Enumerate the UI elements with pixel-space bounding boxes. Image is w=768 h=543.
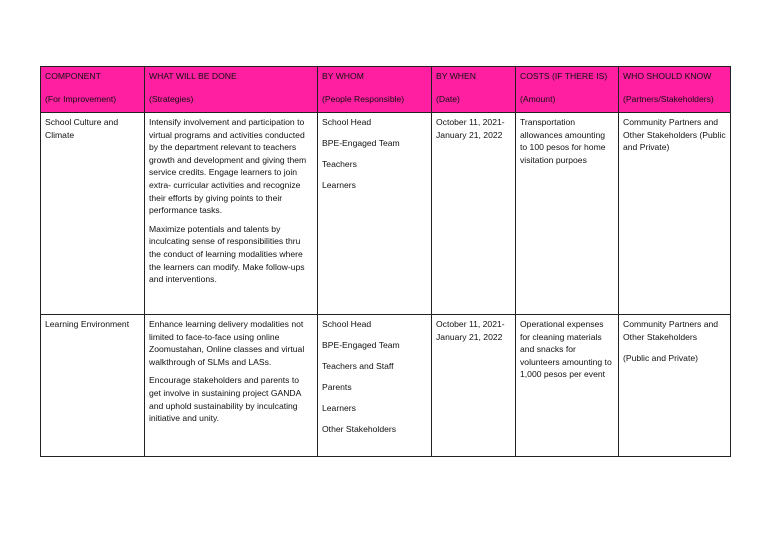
by-whom-cell [318,113,432,315]
by-whom-cell [318,315,432,457]
table-row [41,315,731,457]
header-by-when: BY WHEN (Date) [432,67,516,113]
costs-cell: Transportation allowances amounting to 100 pesos for home visitation purpoes [516,113,619,315]
strategy-paragraph: Maximize potentials and talents by inculcating sense of responsibilities thru the conduct of learning modalities where the learners can modify. Make follow-ups and interventions. [149,223,305,285]
who-should-know-cell [619,315,731,457]
responsible-item: School Head [322,319,372,329]
stakeholder-item: Community Partners and Other Stakeholders [623,319,719,342]
responsible-item: Teachers and Staff [322,360,394,371]
header-component: COMPONENT (For Improvement) [41,67,145,113]
responsible-item: Teachers [322,158,357,169]
responsible-item: BPE-Engaged Team [322,339,400,350]
costs-cell: Operational expenses for cleaning materials and snacks for volunteers amounting to 1,000 pesos per event [516,315,619,457]
header-strategies: WHAT WILL BE DONE (Strategies) [145,67,318,113]
responsible-item: BPE-Engaged Team [322,137,400,148]
responsible-item: School Head [322,117,372,127]
strategy-paragraph: Enhance learning delivery modalities not limited to face-to-face using online Zoomustahan, Online classes and virtual walkthrough of SLMs and LASs. [149,319,305,367]
action-plan-table [40,66,731,457]
responsible-item: Learners [322,402,356,413]
header-costs: COSTS (IF THERE IS) (Amount) [516,67,619,113]
responsible-item: Learners [322,179,356,190]
table-row [41,113,731,315]
header-by-whom: BY WHOM (People Responsible) [318,67,432,113]
stakeholder-item: Community Partners and Other Stakeholders (Public and Private) [623,117,726,153]
component-cell: School Culture and Climate [41,113,145,315]
header-who-should-know: WHO SHOULD KNOW (Partners/Stakeholders) [619,67,731,113]
strategies-cell [145,315,318,457]
who-should-know-cell [619,113,731,315]
by-when-cell: October 11, 2021-January 21, 2022 [432,113,516,315]
stakeholder-item: (Public and Private) [623,352,698,363]
header-row [41,67,731,113]
responsible-item: Other Stakeholders [322,423,397,434]
strategy-paragraph: Encourage stakeholders and parents to get involve in sustaining project GANDA and uphold sustainability by inculcating initiative and unity. [149,375,301,424]
by-when-cell: October 11, 2021-January 21, 2022 [432,315,516,457]
strategy-paragraph: Intensify involvement and participation to virtual programs and activities conducted by the department relevant to teachers growth and development and giving them service credits. Engage learners to join extra- curricular activities and recognize their efforts by giving points to their performance tasks. [149,117,307,216]
component-cell: Learning Environment [41,315,145,457]
responsible-item: Parents [322,381,352,392]
strategies-cell [145,113,318,315]
